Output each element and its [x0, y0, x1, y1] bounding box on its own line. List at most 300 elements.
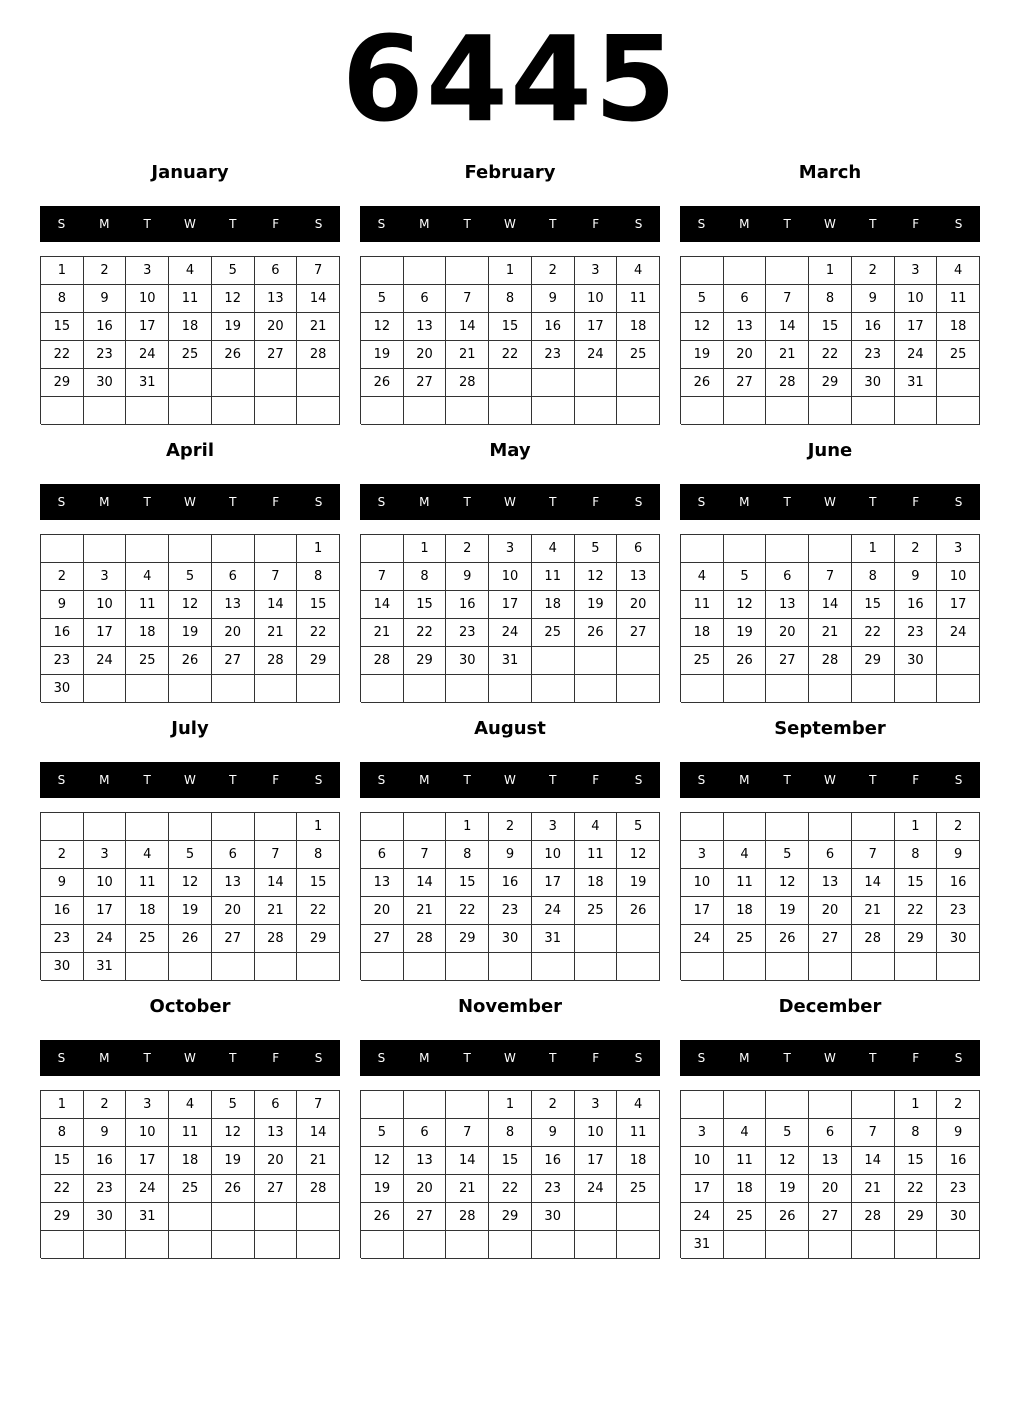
- day-cell: 11: [169, 285, 212, 313]
- weekday-label: S: [57, 217, 66, 231]
- day-cell: [766, 1231, 809, 1259]
- day-cell: [84, 1231, 127, 1259]
- day-cell: 31: [126, 1203, 169, 1231]
- day-cell: 12: [681, 313, 724, 341]
- day-cell: 14: [809, 591, 852, 619]
- day-cell: 29: [41, 369, 84, 397]
- day-cell: [852, 953, 895, 981]
- weekday-label: T: [143, 1051, 151, 1065]
- weekday-label: M: [419, 773, 430, 787]
- day-cell: [297, 675, 340, 703]
- day-cell: 29: [895, 1203, 938, 1231]
- day-cell: 17: [84, 897, 127, 925]
- day-cell: 9: [41, 591, 84, 619]
- month-name: October: [149, 996, 231, 1017]
- day-cell: 19: [766, 897, 809, 925]
- month-name: July: [171, 718, 209, 739]
- day-cell: 6: [255, 1091, 298, 1119]
- weekday-label: S: [954, 495, 963, 509]
- day-cell: [212, 397, 255, 425]
- day-cell: 23: [41, 647, 84, 675]
- day-cell: 7: [852, 1119, 895, 1147]
- day-cell: 15: [852, 591, 895, 619]
- day-cell: 28: [852, 925, 895, 953]
- weekday-label: F: [912, 773, 920, 787]
- day-cell: 8: [404, 563, 447, 591]
- day-cell: [617, 647, 660, 675]
- weekday-label: M: [739, 495, 750, 509]
- weekday-label: W: [824, 773, 836, 787]
- day-cell: 22: [41, 341, 84, 369]
- day-cell: 17: [126, 1147, 169, 1175]
- day-cell: 22: [852, 619, 895, 647]
- day-cell: 14: [446, 1147, 489, 1175]
- day-cell: [852, 1231, 895, 1259]
- day-cell: [895, 397, 938, 425]
- day-cell: 6: [404, 1119, 447, 1147]
- day-cell: [297, 953, 340, 981]
- day-cell: [809, 1231, 852, 1259]
- day-cell: [212, 813, 255, 841]
- day-cell: 22: [446, 897, 489, 925]
- day-cell: 11: [937, 285, 980, 313]
- day-cell: 20: [724, 341, 767, 369]
- day-cell: 11: [724, 1147, 767, 1175]
- weekday-header: [680, 762, 980, 798]
- day-cell: 8: [297, 841, 340, 869]
- day-cell: 3: [895, 257, 938, 285]
- month-name: March: [798, 162, 862, 183]
- day-cell: [212, 1203, 255, 1231]
- day-cell: 8: [852, 563, 895, 591]
- weekday-label: F: [592, 495, 600, 509]
- day-cell: 28: [361, 647, 404, 675]
- day-cell: 16: [895, 591, 938, 619]
- day-cell: [766, 257, 809, 285]
- day-cell: 21: [361, 619, 404, 647]
- day-cell: 23: [84, 341, 127, 369]
- day-cell: 7: [852, 841, 895, 869]
- weekday-label: S: [634, 773, 643, 787]
- weekday-label: F: [592, 217, 600, 231]
- day-cell: 27: [255, 341, 298, 369]
- day-cell: 26: [681, 369, 724, 397]
- day-cell: 5: [724, 563, 767, 591]
- day-cell: 20: [404, 341, 447, 369]
- day-cell: 21: [852, 897, 895, 925]
- day-cell: [361, 257, 404, 285]
- weekday-label: T: [869, 495, 877, 509]
- day-cell: 4: [575, 813, 618, 841]
- day-cell: [489, 675, 532, 703]
- day-cell: 19: [724, 619, 767, 647]
- day-cell: 20: [255, 313, 298, 341]
- weekday-label: M: [419, 1051, 430, 1065]
- day-cell: 29: [446, 925, 489, 953]
- day-cell: 7: [404, 841, 447, 869]
- day-cell: 11: [532, 563, 575, 591]
- weekday-label: S: [954, 217, 963, 231]
- day-cell: 26: [169, 647, 212, 675]
- day-cell: [361, 1091, 404, 1119]
- day-cell: 30: [84, 369, 127, 397]
- day-cell: 6: [404, 285, 447, 313]
- day-cell: 27: [255, 1175, 298, 1203]
- day-cell: 23: [937, 1175, 980, 1203]
- day-cell: 4: [532, 535, 575, 563]
- month-name: September: [774, 718, 886, 739]
- day-cell: 10: [937, 563, 980, 591]
- day-cell: 22: [297, 619, 340, 647]
- day-cell: [809, 953, 852, 981]
- day-cell: 28: [852, 1203, 895, 1231]
- weekday-label: F: [912, 495, 920, 509]
- day-cell: 25: [724, 1203, 767, 1231]
- day-cell: 9: [41, 869, 84, 897]
- day-cell: [617, 925, 660, 953]
- day-cell: 21: [255, 619, 298, 647]
- day-cell: [404, 1231, 447, 1259]
- weekday-label: T: [463, 495, 471, 509]
- day-grid: [360, 1090, 660, 1258]
- day-cell: 29: [895, 925, 938, 953]
- day-cell: [617, 1203, 660, 1231]
- day-cell: 28: [766, 369, 809, 397]
- weekday-label: F: [272, 773, 280, 787]
- day-grid: [680, 812, 980, 980]
- day-cell: 4: [169, 257, 212, 285]
- day-cell: 19: [169, 619, 212, 647]
- month-name: April: [165, 440, 215, 461]
- day-cell: 7: [361, 563, 404, 591]
- day-cell: 26: [212, 341, 255, 369]
- day-cell: 3: [575, 1091, 618, 1119]
- day-cell: 15: [895, 1147, 938, 1175]
- weekday-header: [40, 484, 340, 520]
- weekday-label: S: [314, 217, 323, 231]
- day-cell: 17: [895, 313, 938, 341]
- day-cell: 24: [937, 619, 980, 647]
- day-cell: 16: [937, 1147, 980, 1175]
- day-cell: 9: [84, 1119, 127, 1147]
- weekday-label: T: [783, 1051, 791, 1065]
- day-cell: 3: [84, 563, 127, 591]
- day-cell: 14: [446, 313, 489, 341]
- day-cell: 17: [681, 1175, 724, 1203]
- day-cell: 16: [489, 869, 532, 897]
- day-cell: 26: [575, 619, 618, 647]
- day-cell: [681, 257, 724, 285]
- day-cell: 21: [852, 1175, 895, 1203]
- day-cell: [681, 813, 724, 841]
- day-cell: [84, 813, 127, 841]
- day-cell: [169, 1203, 212, 1231]
- day-cell: 1: [446, 813, 489, 841]
- day-cell: [724, 397, 767, 425]
- day-cell: 26: [361, 369, 404, 397]
- weekday-label: M: [419, 217, 430, 231]
- day-cell: 15: [297, 869, 340, 897]
- weekday-label: M: [99, 773, 110, 787]
- day-cell: 10: [84, 869, 127, 897]
- day-cell: [766, 1091, 809, 1119]
- weekday-label: F: [592, 773, 600, 787]
- day-cell: 7: [297, 1091, 340, 1119]
- day-cell: 5: [212, 257, 255, 285]
- day-cell: 11: [126, 869, 169, 897]
- day-cell: 12: [617, 841, 660, 869]
- day-cell: [169, 953, 212, 981]
- day-cell: 4: [681, 563, 724, 591]
- day-cell: [41, 397, 84, 425]
- day-cell: 11: [617, 285, 660, 313]
- day-cell: 22: [895, 1175, 938, 1203]
- day-cell: [532, 1231, 575, 1259]
- day-cell: 7: [255, 841, 298, 869]
- day-cell: 13: [404, 1147, 447, 1175]
- day-cell: 18: [126, 619, 169, 647]
- day-cell: 8: [489, 285, 532, 313]
- day-cell: 13: [212, 591, 255, 619]
- day-cell: 22: [41, 1175, 84, 1203]
- weekday-header: [40, 206, 340, 242]
- day-cell: [446, 1231, 489, 1259]
- day-cell: 14: [297, 1119, 340, 1147]
- day-cell: 2: [895, 535, 938, 563]
- day-cell: [169, 535, 212, 563]
- day-cell: 23: [41, 925, 84, 953]
- day-cell: 12: [766, 869, 809, 897]
- month-name: May: [489, 440, 531, 461]
- weekday-label: T: [869, 1051, 877, 1065]
- day-cell: 20: [255, 1147, 298, 1175]
- day-cell: 15: [809, 313, 852, 341]
- day-cell: 27: [809, 1203, 852, 1231]
- weekday-label: T: [783, 773, 791, 787]
- day-grid: [40, 812, 340, 980]
- weekday-label: T: [783, 217, 791, 231]
- day-cell: 13: [617, 563, 660, 591]
- day-cell: 15: [41, 313, 84, 341]
- weekday-label: T: [143, 495, 151, 509]
- weekday-label: W: [184, 217, 196, 231]
- day-cell: 6: [212, 841, 255, 869]
- weekday-label: S: [314, 773, 323, 787]
- day-cell: 22: [895, 897, 938, 925]
- day-cell: 3: [126, 1091, 169, 1119]
- day-cell: 7: [446, 1119, 489, 1147]
- day-cell: 20: [361, 897, 404, 925]
- day-cell: 29: [297, 647, 340, 675]
- day-grid: [360, 256, 660, 424]
- day-cell: 1: [852, 535, 895, 563]
- day-cell: 21: [446, 1175, 489, 1203]
- day-cell: 1: [489, 1091, 532, 1119]
- day-cell: 5: [361, 1119, 404, 1147]
- day-cell: [681, 535, 724, 563]
- weekday-label: S: [634, 217, 643, 231]
- weekday-label: W: [184, 773, 196, 787]
- day-cell: 25: [617, 341, 660, 369]
- day-cell: 14: [255, 869, 298, 897]
- weekday-label: S: [57, 495, 66, 509]
- day-cell: [766, 397, 809, 425]
- day-cell: 10: [84, 591, 127, 619]
- day-cell: 23: [532, 1175, 575, 1203]
- day-cell: 31: [84, 953, 127, 981]
- weekday-label: T: [869, 773, 877, 787]
- day-cell: 18: [724, 1175, 767, 1203]
- weekday-label: S: [377, 217, 386, 231]
- day-grid: [40, 256, 340, 424]
- day-cell: 14: [297, 285, 340, 313]
- day-cell: 13: [809, 1147, 852, 1175]
- day-cell: [212, 675, 255, 703]
- day-cell: 28: [255, 647, 298, 675]
- day-cell: 27: [212, 647, 255, 675]
- day-cell: 12: [361, 313, 404, 341]
- day-cell: [895, 675, 938, 703]
- day-cell: 5: [766, 841, 809, 869]
- day-cell: 24: [84, 647, 127, 675]
- day-cell: 29: [489, 1203, 532, 1231]
- day-cell: 25: [617, 1175, 660, 1203]
- day-cell: [575, 1203, 618, 1231]
- day-cell: [297, 369, 340, 397]
- day-cell: 27: [617, 619, 660, 647]
- day-cell: 29: [852, 647, 895, 675]
- day-cell: 5: [575, 535, 618, 563]
- day-cell: 24: [489, 619, 532, 647]
- day-cell: 18: [532, 591, 575, 619]
- day-cell: [361, 953, 404, 981]
- day-cell: 16: [41, 619, 84, 647]
- day-cell: 29: [404, 647, 447, 675]
- day-cell: 2: [84, 257, 127, 285]
- day-cell: [724, 675, 767, 703]
- day-cell: 8: [446, 841, 489, 869]
- day-cell: [681, 953, 724, 981]
- day-cell: [446, 953, 489, 981]
- day-cell: 24: [575, 1175, 618, 1203]
- weekday-label: W: [824, 1051, 836, 1065]
- day-cell: 15: [297, 591, 340, 619]
- day-cell: 24: [126, 1175, 169, 1203]
- day-cell: 13: [255, 285, 298, 313]
- day-cell: 29: [41, 1203, 84, 1231]
- day-cell: 20: [617, 591, 660, 619]
- day-cell: [255, 675, 298, 703]
- day-cell: [681, 1091, 724, 1119]
- day-cell: [126, 953, 169, 981]
- day-cell: 14: [852, 869, 895, 897]
- day-cell: [724, 535, 767, 563]
- day-cell: [766, 535, 809, 563]
- day-cell: 16: [446, 591, 489, 619]
- day-cell: 21: [297, 1147, 340, 1175]
- day-cell: 6: [617, 535, 660, 563]
- day-cell: 1: [809, 257, 852, 285]
- day-cell: [297, 1231, 340, 1259]
- day-cell: 22: [404, 619, 447, 647]
- weekday-label: F: [272, 217, 280, 231]
- day-cell: 25: [126, 647, 169, 675]
- day-cell: 15: [404, 591, 447, 619]
- day-cell: 9: [446, 563, 489, 591]
- day-cell: 15: [489, 1147, 532, 1175]
- day-cell: 2: [41, 841, 84, 869]
- day-cell: 2: [489, 813, 532, 841]
- day-cell: 5: [617, 813, 660, 841]
- day-cell: 23: [446, 619, 489, 647]
- day-cell: [575, 369, 618, 397]
- day-cell: 16: [937, 869, 980, 897]
- day-cell: 2: [852, 257, 895, 285]
- day-cell: [404, 257, 447, 285]
- day-cell: 9: [532, 1119, 575, 1147]
- day-cell: [489, 369, 532, 397]
- day-cell: 6: [766, 563, 809, 591]
- day-cell: [255, 953, 298, 981]
- day-cell: 1: [41, 1091, 84, 1119]
- day-cell: 30: [84, 1203, 127, 1231]
- day-cell: 19: [212, 1147, 255, 1175]
- day-cell: 10: [532, 841, 575, 869]
- day-cell: 10: [575, 285, 618, 313]
- day-cell: 30: [489, 925, 532, 953]
- day-cell: 2: [532, 257, 575, 285]
- weekday-label: F: [912, 217, 920, 231]
- day-cell: 9: [489, 841, 532, 869]
- day-cell: [41, 1231, 84, 1259]
- day-cell: [766, 675, 809, 703]
- day-cell: 30: [852, 369, 895, 397]
- day-cell: 22: [489, 1175, 532, 1203]
- weekday-label: S: [314, 1051, 323, 1065]
- day-cell: [446, 397, 489, 425]
- day-cell: 25: [126, 925, 169, 953]
- day-cell: 31: [126, 369, 169, 397]
- day-cell: 1: [895, 1091, 938, 1119]
- day-cell: [937, 397, 980, 425]
- weekday-label: M: [99, 217, 110, 231]
- day-cell: [41, 535, 84, 563]
- day-cell: [169, 369, 212, 397]
- day-cell: 6: [809, 1119, 852, 1147]
- day-cell: [126, 1231, 169, 1259]
- day-cell: 21: [297, 313, 340, 341]
- day-cell: [489, 1231, 532, 1259]
- weekday-label: T: [783, 495, 791, 509]
- day-cell: 4: [617, 1091, 660, 1119]
- day-cell: [255, 369, 298, 397]
- day-cell: [41, 813, 84, 841]
- day-cell: 11: [681, 591, 724, 619]
- day-cell: 13: [724, 313, 767, 341]
- day-cell: 11: [126, 591, 169, 619]
- day-cell: 31: [895, 369, 938, 397]
- day-cell: 23: [937, 897, 980, 925]
- day-cell: 28: [297, 1175, 340, 1203]
- day-cell: 30: [41, 953, 84, 981]
- day-cell: [446, 1091, 489, 1119]
- weekday-label: W: [504, 773, 516, 787]
- day-cell: [937, 1231, 980, 1259]
- day-cell: 31: [681, 1231, 724, 1259]
- day-cell: 29: [809, 369, 852, 397]
- day-cell: 8: [41, 1119, 84, 1147]
- day-cell: 19: [169, 897, 212, 925]
